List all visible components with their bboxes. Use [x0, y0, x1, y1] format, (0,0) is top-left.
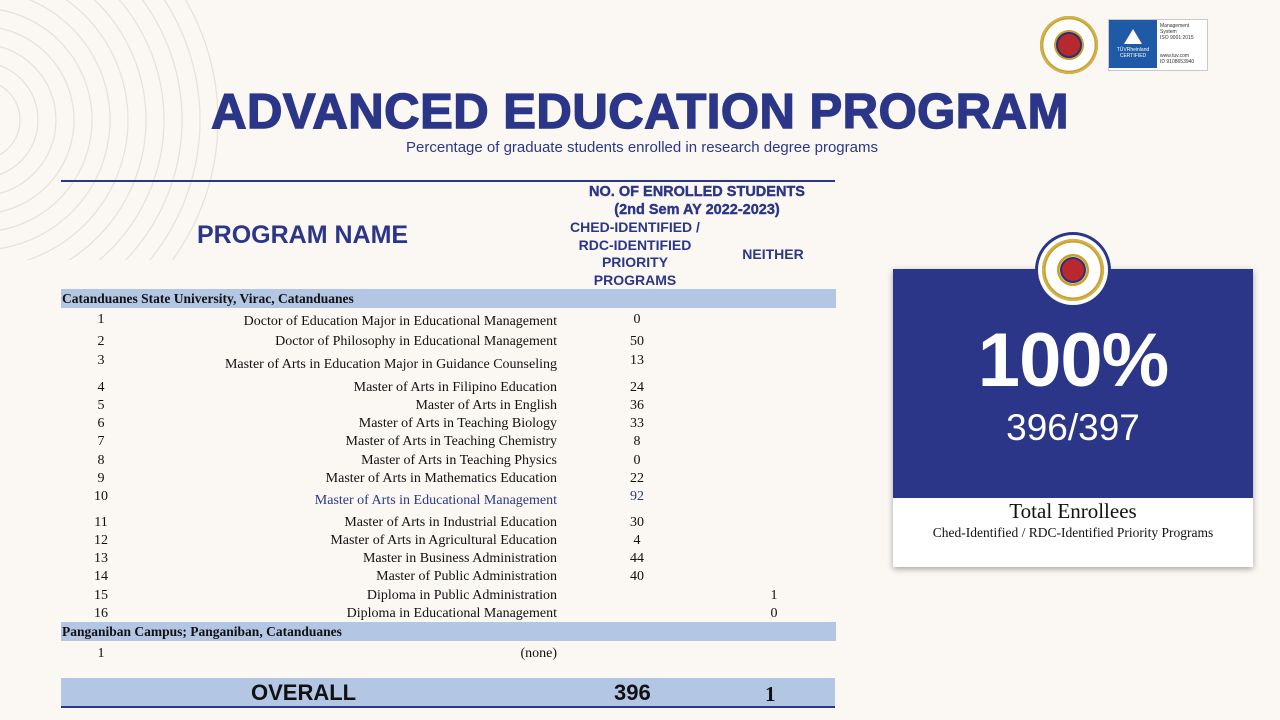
- table-row: 15 Diploma in Public Administration 1: [94, 588, 778, 603]
- table-row: 12 Master of Arts in Agricultural Education 4: [94, 533, 641, 548]
- table-row: 13 Master in Business Administration 44: [94, 551, 644, 566]
- campus-band-panganiban: Panganiban Campus; Panganiban, Catanduanes: [61, 622, 836, 641]
- table-row: 2 Doctor of Philosophy in Educational Management 50: [97, 334, 644, 349]
- overall-label: OVERALL: [251, 680, 357, 705]
- ched-rdc-header: CHED-IDENTIFIED / RDC-IDENTIFIED PRIORITY PROGRAMS: [570, 219, 700, 288]
- overall-ched-value: 396: [614, 680, 651, 705]
- table-row: 1 (none): [97, 646, 557, 661]
- summary-ratio: 396/397: [1006, 407, 1140, 448]
- table-row: 7 Master of Arts in Teaching Chemistry 8: [97, 434, 641, 449]
- header-logos: [1040, 16, 1208, 74]
- table-row: 8 Master of Arts in Teaching Physics 0: [97, 453, 641, 468]
- program-name-header: PROGRAM NAME: [197, 221, 409, 249]
- university-seal-icon: [1040, 16, 1098, 74]
- table-row-highlighted: 10 Master of Arts in Educational Management 92: [94, 489, 644, 508]
- table-top-rule: [61, 180, 835, 182]
- campus-band-virac: Catanduanes State University, Virac, Catanduanes: [61, 289, 836, 308]
- enrolled-students-header: NO. OF ENROLLED STUDENTS (2nd Sem AY 2022-2023): [589, 184, 805, 218]
- table-row: 11 Master of Arts in Industrial Education 30: [94, 515, 644, 530]
- page-title: ADVANCED EDUCATION PROGRAM: [211, 85, 1069, 139]
- table-row: 1 Doctor of Education Major in Educational Management 0: [97, 312, 641, 329]
- overall-row: [61, 678, 835, 708]
- table-row: 14 Master of Public Administration 40: [94, 569, 644, 584]
- table-row: 3 Master of Arts in Education Major in Guidance Counseling 13: [97, 353, 644, 372]
- neither-header: NEITHER: [742, 246, 804, 262]
- table-row: 5 Master of Arts in English 36: [97, 398, 644, 413]
- summary-percent: 100%: [977, 318, 1169, 403]
- university-seal-icon: [1042, 239, 1104, 301]
- summary-total-sub: Ched-Identified / RDC-Identified Priority Programs: [932, 525, 1214, 540]
- table-row: 6 Master of Arts in Teaching Biology 33: [97, 416, 644, 431]
- table-row: 9 Master of Arts in Mathematics Education 22: [97, 471, 644, 486]
- summary-total-label: Total Enrollees: [1009, 499, 1137, 523]
- table-row: 4 Master of Arts in Filipino Education 24: [97, 380, 644, 395]
- tuv-certification-icon: TÜVRheinland CERTIFIED Management System ISO 9001:2015 www.tuv.com ID 9108653940: [1108, 19, 1208, 71]
- table-row: 16 Diploma in Educational Management 0: [94, 606, 778, 621]
- card-seal: [1038, 235, 1108, 305]
- summary-card: [893, 269, 1253, 567]
- overall-neither-value: 1: [765, 682, 776, 706]
- page-subtitle: Percentage of graduate students enrolled in research degree programs: [406, 139, 878, 156]
